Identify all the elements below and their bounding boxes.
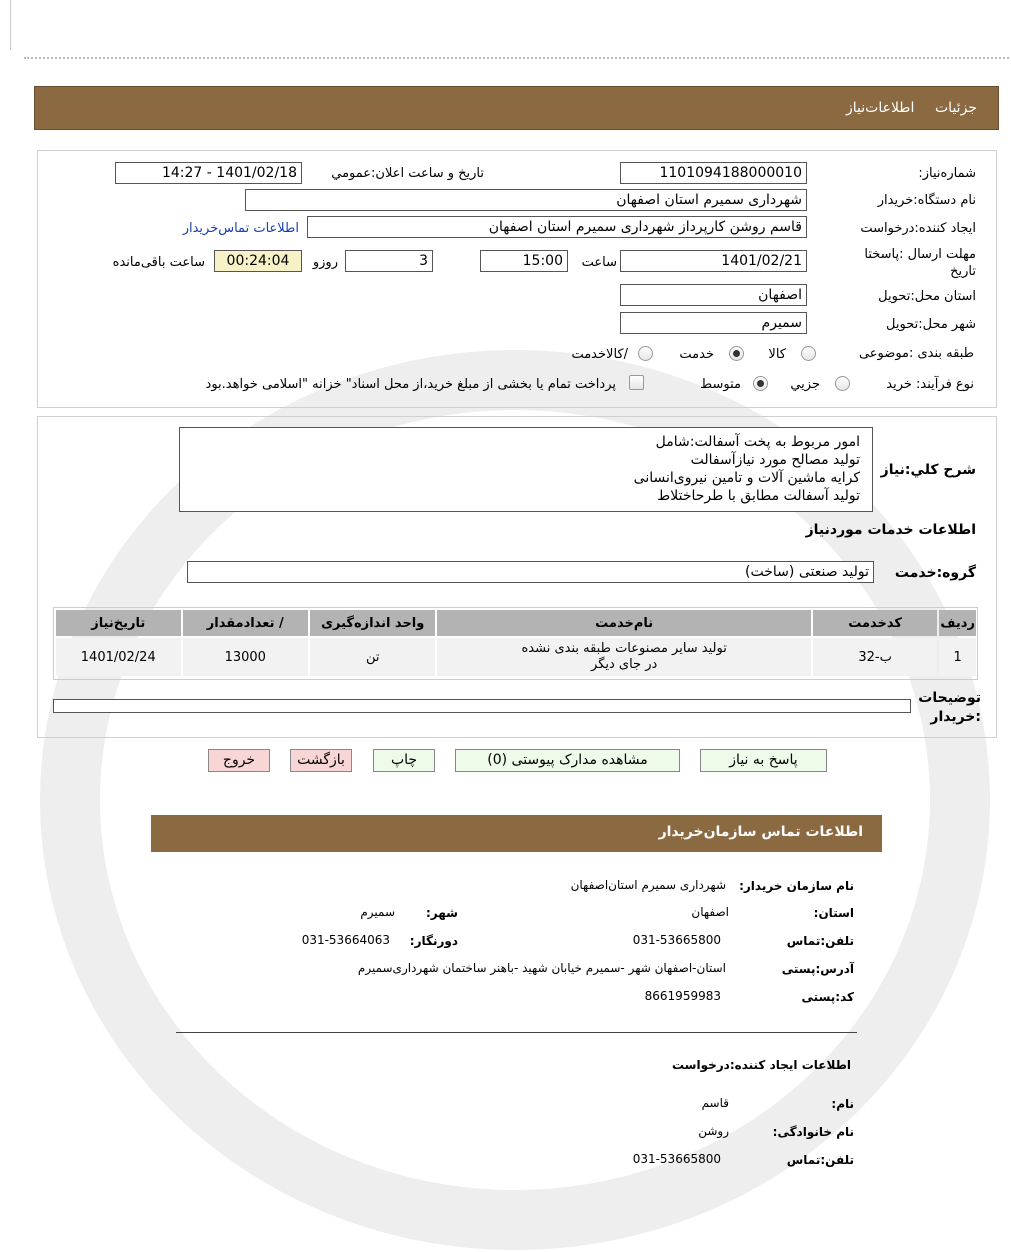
cell-date: 1401/02/24	[56, 638, 181, 676]
need-number-label: شماره‌نیاز:	[918, 166, 976, 181]
process-option-medium: متوسط	[700, 377, 741, 392]
reply-button[interactable]: پاسخ به نیاز	[700, 749, 827, 772]
col-row: ردیف	[939, 610, 976, 636]
attachments-button[interactable]: مشاهده مدارک پیوستی (0)	[455, 749, 680, 772]
contact-province-value: اصفهان	[691, 905, 729, 919]
cell-name	[437, 638, 810, 676]
description-line: تولید مصالح مورد نیازآسفالت	[690, 452, 860, 468]
tab-need-info[interactable]: اطلاعات‌نیاز	[846, 100, 915, 116]
back-button[interactable]: بازگشت	[290, 749, 352, 772]
contact-fax-value: 031-53664063	[301, 933, 390, 947]
creator-phone-value: 031-53665800	[632, 1152, 721, 1166]
buyer-notes-field	[53, 699, 911, 713]
col-qty: / تعدادمقدار	[183, 610, 308, 636]
service-group-label: گروه:خدمت	[894, 565, 976, 581]
deadline-time-field: 15:00	[480, 250, 568, 272]
cell-code: ب-32	[813, 638, 937, 676]
treasury-payment-note: پرداخت تمام یا بخشی از مبلغ خرید،از محل اسناد" خزانه "اسلامی خواهد.بود	[205, 377, 616, 392]
contact-address-label: آدرس:پستی	[781, 962, 854, 976]
col-unit: واحد اندازه‌گیری	[310, 610, 435, 636]
creator-field: قاسم روشن کارپرداز شهرداری سمیرم استان اصفهان	[307, 216, 807, 238]
creator-name-label: نام:	[831, 1097, 854, 1111]
delivery-city-field: سمیرم	[620, 312, 807, 334]
category-radio-goods-service[interactable]	[638, 346, 653, 361]
remaining-time-label: ساعت باقی‌مانده	[112, 255, 205, 270]
creator-family-label: نام خانوادگی:	[772, 1125, 854, 1139]
services-title: اطلاعات خدمات موردنیاز	[805, 522, 976, 538]
contact-title: اطلاعات تماس سازمان‌خریدار	[658, 824, 863, 840]
buyer-org-field: شهرداری سمیرم استان اصفهان	[245, 189, 807, 211]
cell-qty: 13000	[183, 638, 308, 676]
contact-postal-value: 8661959983	[644, 989, 721, 1003]
description-box	[179, 427, 873, 512]
col-code: کدخدمت	[813, 610, 937, 636]
category-radio-goods[interactable]	[801, 346, 816, 361]
announce-field: 1401/02/18 - 14:27	[115, 162, 302, 184]
cell-unit: تن	[310, 638, 435, 676]
delivery-city-label: شهر محل:تحویل	[886, 317, 976, 332]
announce-label: تاریخ و ساعت اعلان:عمومي	[331, 166, 484, 181]
contact-phone-value: 031-53665800	[632, 933, 721, 947]
buyer-contact-link[interactable]: اطلاعات تماس‌خریدار	[182, 221, 299, 236]
creator-name-value: قاسم	[701, 1096, 729, 1110]
delivery-province-field: اصفهان	[620, 284, 807, 306]
treasury-payment-checkbox[interactable]	[629, 375, 644, 390]
buyer-notes-label-1: توضیحات	[918, 690, 981, 706]
deadline-label: مهلت ارسال :پاسختا تاریخ	[864, 247, 976, 279]
buyer-notes-label-2: :خریدار	[930, 709, 981, 725]
creator-phone-label: تلفن:تماس	[786, 1153, 854, 1167]
contact-fax-label: دورنگار:	[409, 934, 458, 948]
buyer-org-label: نام دستگاه‌:خریدار	[877, 193, 976, 208]
col-date: تاریخ‌نیاز	[56, 610, 181, 636]
process-radio-medium[interactable]	[753, 376, 768, 391]
cell-name-line2: در جای دیگر	[591, 657, 658, 672]
need-number-field: 1101094188000010	[620, 162, 807, 184]
top-separator	[24, 57, 1009, 59]
contact-postal-label: کد:پستی	[801, 990, 854, 1004]
description-line: کرایه ماشین آلات و تامین نیروی‌انسانی	[633, 470, 860, 486]
days-field: 3	[345, 250, 433, 272]
contact-province-label: استان:	[813, 906, 854, 920]
print-button[interactable]: چاپ	[373, 749, 435, 772]
tab-details[interactable]: جزئیات	[935, 100, 977, 116]
description-label: شرح کلي:نیاز	[880, 462, 976, 478]
description-line: امور مربوط به پخت آسفالت:شامل	[655, 434, 860, 450]
creator-label: ایجاد کننده:درخواست	[860, 221, 976, 236]
category-radio-service[interactable]	[729, 346, 744, 361]
remaining-time-field: 00:24:04	[214, 250, 302, 272]
creator-family-value: روشن	[698, 1124, 729, 1138]
deadline-time-label: ساعت	[581, 255, 617, 270]
category-label: طبقه بندی :موضوعی	[858, 346, 974, 361]
contact-city-label: شهر:	[426, 906, 458, 920]
description-line: تولید آسفالت مطابق با طرحاختلاط	[657, 488, 860, 504]
col-name: نام‌خدمت	[437, 610, 810, 636]
contact-phone-label: تلفن:تماس	[786, 934, 854, 948]
category-option-service: خدمت	[679, 347, 714, 362]
process-radio-minor[interactable]	[835, 376, 850, 391]
contact-org-value: شهرداری سمیرم استان‌اصفهان	[570, 878, 726, 892]
items-table	[54, 608, 978, 678]
table-row	[56, 638, 976, 676]
contact-city-value: سمیرم	[360, 905, 395, 919]
category-option-goods: کالا	[768, 347, 786, 362]
creator-info-title: اطلاعات ایجاد کننده:درخواست	[671, 1058, 851, 1072]
process-label: نوع فرآیند: خرید	[886, 377, 974, 392]
deadline-date-field: 1401/02/21	[620, 250, 807, 272]
contact-divider	[176, 1032, 857, 1033]
service-group-field: تولید صنعتی (ساخت)	[187, 561, 874, 583]
exit-button[interactable]: خروج	[208, 749, 270, 772]
contact-org-label: نام سازمان خریدار:	[739, 879, 854, 893]
delivery-province-label: استان محل:تحویل	[878, 289, 976, 304]
cell-name-line1: تولید سایر مصنوعات طبقه بندی نشده	[521, 641, 727, 656]
process-option-minor: جزیي	[790, 377, 820, 392]
category-option-goods-service: /کالاخدمت	[571, 347, 628, 362]
days-label: روزو	[312, 255, 338, 270]
cell-row: 1	[939, 638, 976, 676]
contact-address-value: استان-اصفهان شهر -سمیرم خیابان شهید -باهنر ساختمان شهرداری‌سمیرم	[357, 961, 726, 975]
left-border-line	[10, 0, 11, 50]
